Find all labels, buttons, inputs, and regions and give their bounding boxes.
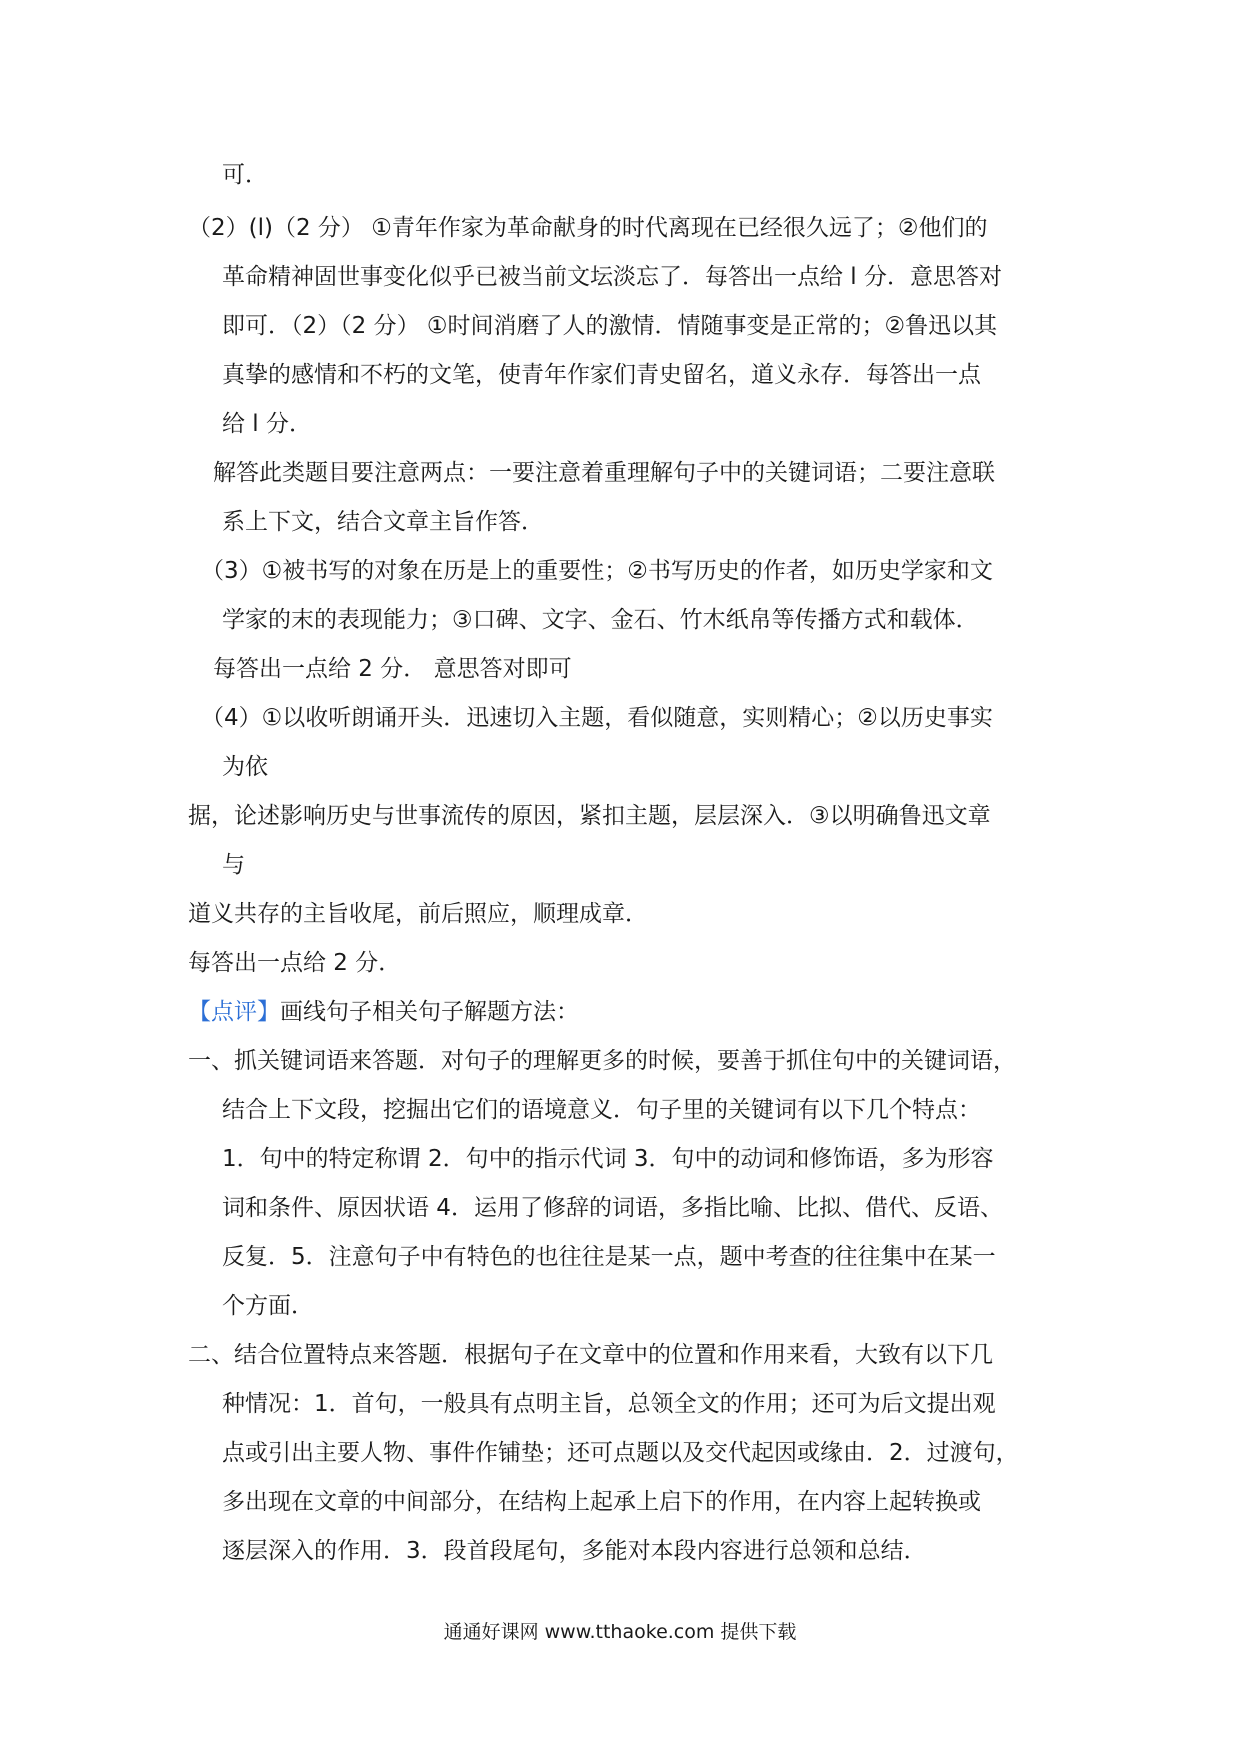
- text-line: 据，论述影响历史与世事流传的原因，紧扣主题，层层深入．③以明确鲁迅文章: [188, 803, 991, 829]
- text-line: 结合上下文段，挖掘出它们的语境意义．句子里的关键词有以下几个特点：: [222, 1097, 981, 1123]
- text-line: （3）①被书写的对象在历是上的重要性；②书写历史的作者，如历史学家和文: [201, 558, 993, 584]
- text-line: 可．: [222, 162, 268, 188]
- text-line: 每答出一点给 2 分．: [188, 950, 402, 976]
- text-line: 系上下文，结合文章主旨作答．: [222, 509, 544, 535]
- text-line: 与: [222, 852, 245, 878]
- text-line: 1．句中的特定称谓 2．句中的指示代词 3．句中的动词和修饰语，多为形容: [222, 1146, 994, 1172]
- text-line: 个方面．: [222, 1293, 314, 1319]
- review-line: [188, 997, 579, 1027]
- text-line: 真挚的感情和不朽的文笔，使青年作家们青史留名，道义永存．每答出一点: [222, 362, 981, 388]
- text-line: 词和条件、原因状语 4．运用了修辞的词语，多指比喻、比拟、借代、反语、: [222, 1195, 1003, 1221]
- text-line: 种情况：1．首句，一般具有点明主旨，总领全文的作用；还可为后文提出观: [222, 1391, 996, 1417]
- review-tag: 【点评】: [188, 999, 280, 1025]
- text-line: 多出现在文章的中间部分，在结构上起承上启下的作用，在内容上起转换或: [222, 1489, 981, 1515]
- text-line: 给 l 分．: [222, 411, 313, 437]
- text-line: 解答此类题目要注意两点：一要注意着重理解句子中的关键词语；二要注意联: [213, 460, 995, 486]
- text-line: 学家的末的表现能力；③口碑、文字、金石、竹木纸帛等传播方式和载体．: [222, 607, 979, 633]
- text-line: （2）(l)（2 分） ①青年作家为革命献身的时代离现在已经很久远了；②他们的: [188, 215, 988, 241]
- text-line: 点或引出主要人物、事件作铺垫；还可点题以及交代起因或缘由．2．过渡句，: [222, 1440, 1019, 1466]
- page-footer: 通通好课网 www.tthaoke.com 提供下载: [443, 1621, 797, 1643]
- text-line: 反复．5．注意句子中有特色的也往往是某一点，题中考查的往往集中在某一: [222, 1244, 996, 1270]
- review-title: 画线句子相关句子解题方法：: [280, 999, 579, 1025]
- text-line: 二、结合位置特点来答题．根据句子在文章中的位置和作用来看，大致有以下几: [188, 1342, 993, 1368]
- text-line: 为依: [222, 754, 268, 780]
- text-line: 一、抓关键词语来答题．对句子的理解更多的时候，要善于抓住句中的关键词语，: [188, 1048, 1016, 1074]
- text-line: 道义共存的主旨收尾，前后照应，顺理成章．: [188, 901, 648, 927]
- text-line: 每答出一点给 2 分． 意思答对即可: [213, 656, 572, 682]
- text-line: 革命精神固世事变化似乎已被当前文坛淡忘了．每答出一点给 l 分．意思答对: [222, 264, 1003, 290]
- text-line: 即可．（2）（2 分） ①时间消磨了人的激情．情随事变是正常的；②鲁迅以其: [222, 313, 998, 339]
- text-line: （4）①以收听朗诵开头．迅速切入主题，看似随意，实则精心；②以历史事实: [201, 705, 993, 731]
- text-line: 逐层深入的作用．3．段首段尾句，多能对本段内容进行总领和总结．: [222, 1538, 927, 1564]
